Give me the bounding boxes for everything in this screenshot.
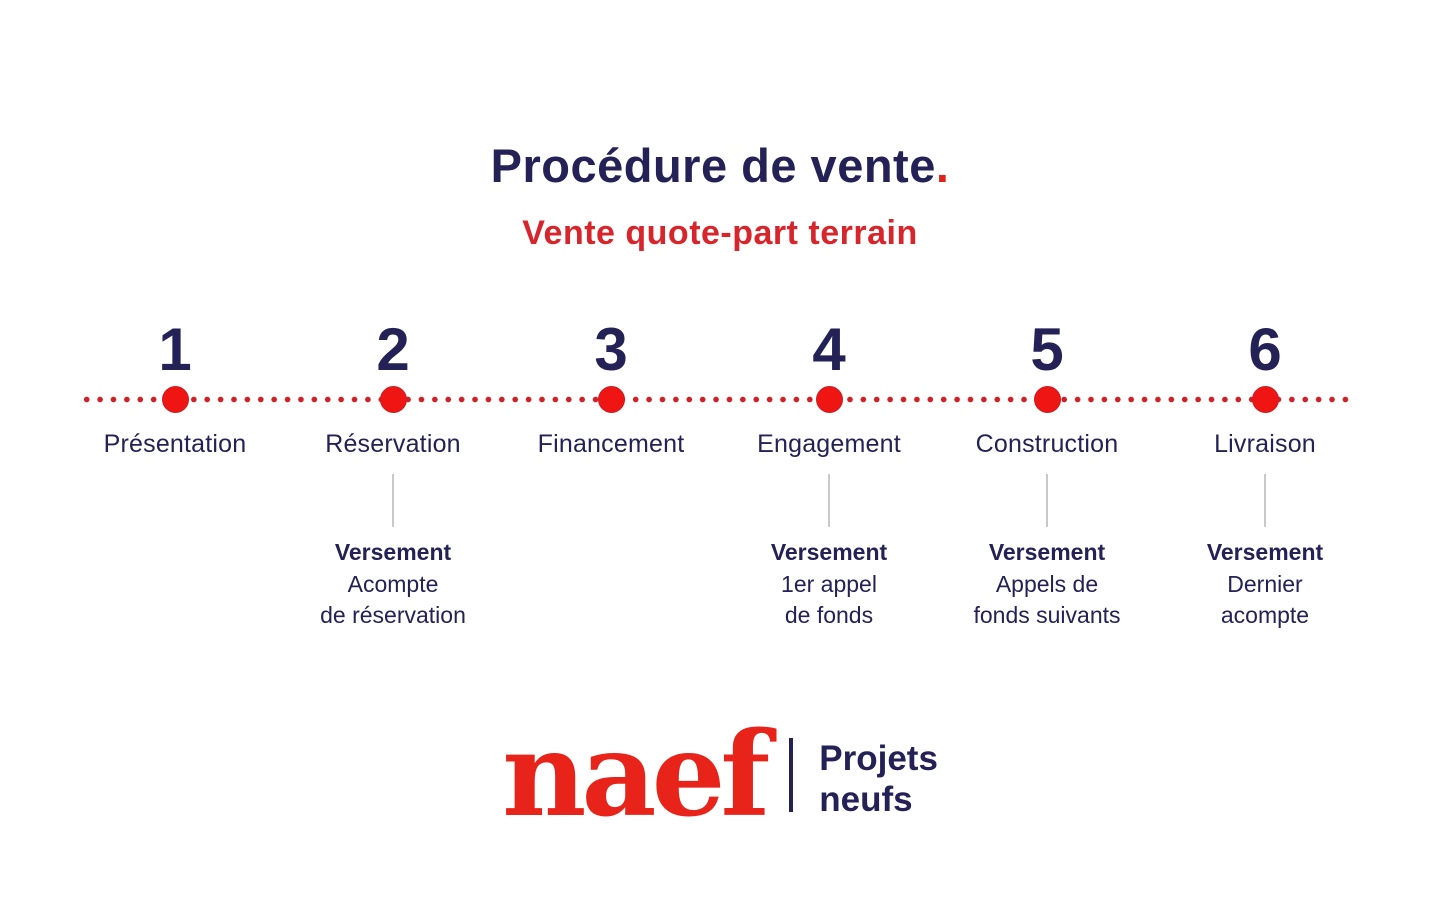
step-presentation (66, 316, 284, 632)
step-label: Présentation (103, 430, 247, 458)
versement-note (320, 537, 466, 632)
brand-divider (789, 738, 793, 812)
brand-footer (0, 700, 1440, 850)
timeline (66, 316, 1374, 632)
step-dot-icon (1034, 386, 1061, 413)
versement-note (1207, 537, 1323, 632)
versement-title: Versement (1206, 539, 1324, 565)
versement-line: fonds suivants (973, 602, 1121, 628)
versement-title: Versement (770, 539, 888, 565)
step-construction (938, 316, 1156, 632)
page-title-period: . (935, 139, 950, 192)
step-number: 3 (594, 316, 628, 383)
versement-note (973, 537, 1120, 632)
step-number: 2 (376, 316, 410, 383)
versement-line: de réservation (320, 602, 466, 628)
versement-line: Acompte (347, 570, 439, 597)
step-label: Financement (537, 430, 685, 458)
versement-line: acompte (1220, 602, 1310, 628)
versement-line: Dernier (1227, 570, 1303, 597)
versement-title: Versement (988, 539, 1106, 565)
page-title-text: Procédure de vente (490, 139, 936, 192)
step-dot-icon (1252, 386, 1279, 413)
step-dot-icon (162, 386, 189, 413)
page-title (0, 138, 1440, 193)
step-number: 1 (158, 316, 192, 383)
step-label: Livraison (1214, 430, 1316, 458)
connector-line (828, 474, 830, 527)
step-financement (502, 316, 720, 632)
step-number: 4 (812, 316, 846, 383)
connector-line (1264, 474, 1266, 527)
brand-division-name (819, 738, 938, 820)
step-label: Réservation (325, 430, 461, 458)
versement-title: Versement (334, 539, 452, 565)
step-dot-icon (598, 386, 625, 413)
step-reservation (284, 316, 502, 632)
versement-note (771, 537, 887, 632)
step-dot-icon (380, 386, 407, 413)
step-dot-icon (816, 386, 843, 413)
page-subtitle: Vente quote-part terrain (522, 214, 918, 252)
brand-division-line1: Projets (819, 739, 938, 778)
step-number: 5 (1030, 316, 1064, 383)
step-label: Engagement (757, 430, 901, 458)
timeline-steps (66, 316, 1374, 632)
step-engagement (720, 316, 938, 632)
step-livraison (1156, 316, 1374, 632)
naef-logo: naef (502, 707, 766, 843)
connector-line (1046, 474, 1048, 527)
brand-division-line2: neufs (819, 780, 913, 819)
versement-line: de fonds (784, 602, 874, 628)
step-number: 6 (1248, 316, 1282, 383)
versement-line: 1er appel (781, 570, 877, 597)
connector-line (392, 474, 394, 527)
versement-line: Appels de (995, 570, 1099, 597)
step-label: Construction (975, 430, 1119, 458)
